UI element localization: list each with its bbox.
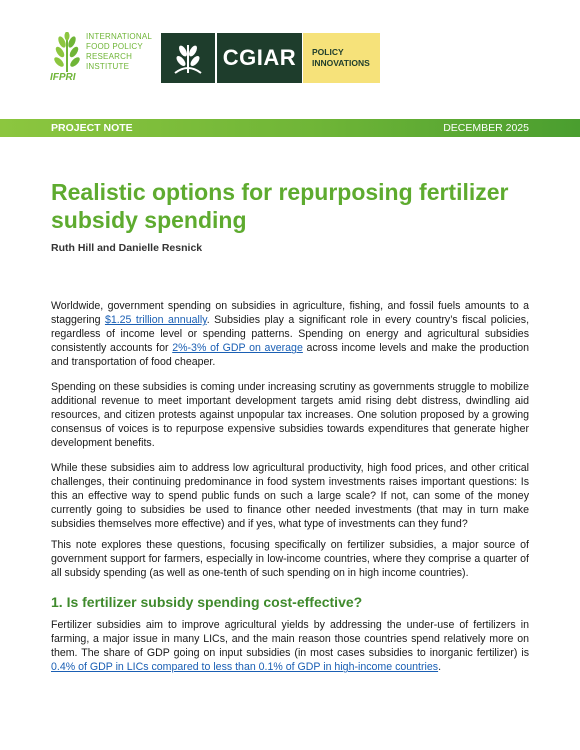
paragraph-intro xyxy=(51,299,529,369)
document-title: Realistic options for repurposing fertilizer subsidy spending xyxy=(51,179,509,233)
text-segment: across income levels and make the production and transportation of food cheaper. xyxy=(51,342,529,369)
cgiar-emblem xyxy=(161,33,215,83)
publication-date: DECEMBER 2025 xyxy=(443,122,529,134)
ifpri-name: INTERNATIONAL FOOD POLICY RESEARCH INSTITUTE xyxy=(86,32,153,71)
project-note-banner xyxy=(0,119,580,137)
text-segment: . xyxy=(438,661,442,674)
link-gdp-comparison[interactable]: 0.4% of GDP in LICs compared to less than 0.1% of GDP in high-income countries xyxy=(51,661,439,674)
cgiar-leaf-icon xyxy=(161,33,215,83)
paragraph-questions: While these subsidies aim to address low agricultural productivity, high food prices, and other critical challenges, their continuing predominance in food system investments raises important questions: Is this an effective way to spend public funds on such a large scale? If not, can some of the money currently going to subsidies be used to finance other needed investments (that may in turn make subsidies themselves more effective) and if yes, what type of investments can they fund? xyxy=(51,462,529,531)
ifpri-abbreviation: IFPRI xyxy=(50,72,76,83)
text-segment: . Subsidies play a significant role in every country’s fiscal policies, regardless of income level or spending patterns. Spending on energy and agricultural subsidies consistently accounts for xyxy=(51,314,530,355)
paragraph-fertilizer xyxy=(51,618,529,674)
authors: Ruth Hill and Danielle Resnick xyxy=(51,242,203,254)
policy-innovations-logo[interactable]: POLICY INNOVATIONS xyxy=(303,33,380,83)
page-header xyxy=(0,0,580,118)
paragraph-scrutiny: Spending on these subsidies is coming under increasing scrutiny as governments struggle to mobilize additional revenue to meet important development targets amid rising debt distress, dwindling aid resources, and citizen protests against unpopular tax increases. One solution proposed by a growing consensus of voices is to repurpose expensive subsidies towards expenditures that generate higher development benefits. xyxy=(51,381,529,450)
section-heading: 1. Is fertilizer subsidy spending cost-effective? xyxy=(51,594,363,610)
paragraph-scope: This note explores these questions, focusing specifically on fertilizer subsidies, a major source of government support for farmers, especially in low-income countries, where they comprise a quarter of all subsidy spending (as well as one-tenth of such spending on in high income countries). xyxy=(51,539,529,580)
wheat-icon xyxy=(50,32,84,72)
ifpri-logo[interactable] xyxy=(50,32,160,82)
link-gdp-share[interactable]: 2%-3% of GDP on average xyxy=(172,342,303,355)
link-subsidies-total[interactable]: $1.25 trillion annually xyxy=(104,314,207,327)
text-segment: Worldwide, government spending on subsidies in agriculture, fishing, and fossil fuels amounts to a staggering xyxy=(51,300,529,327)
text-segment: Fertilizer subsidies aim to improve agricultural yields by addressing the under-use of fertilizers in farming, a major issue in many LICs, and the main reason those countries spend relatively more on them. The share of GDP going on input subsidies (in most cases subsidies to inorganic fertilizer) is xyxy=(51,619,529,660)
cgiar-logo[interactable]: CGIAR xyxy=(217,33,302,83)
document-type-label: PROJECT NOTE xyxy=(51,122,133,134)
